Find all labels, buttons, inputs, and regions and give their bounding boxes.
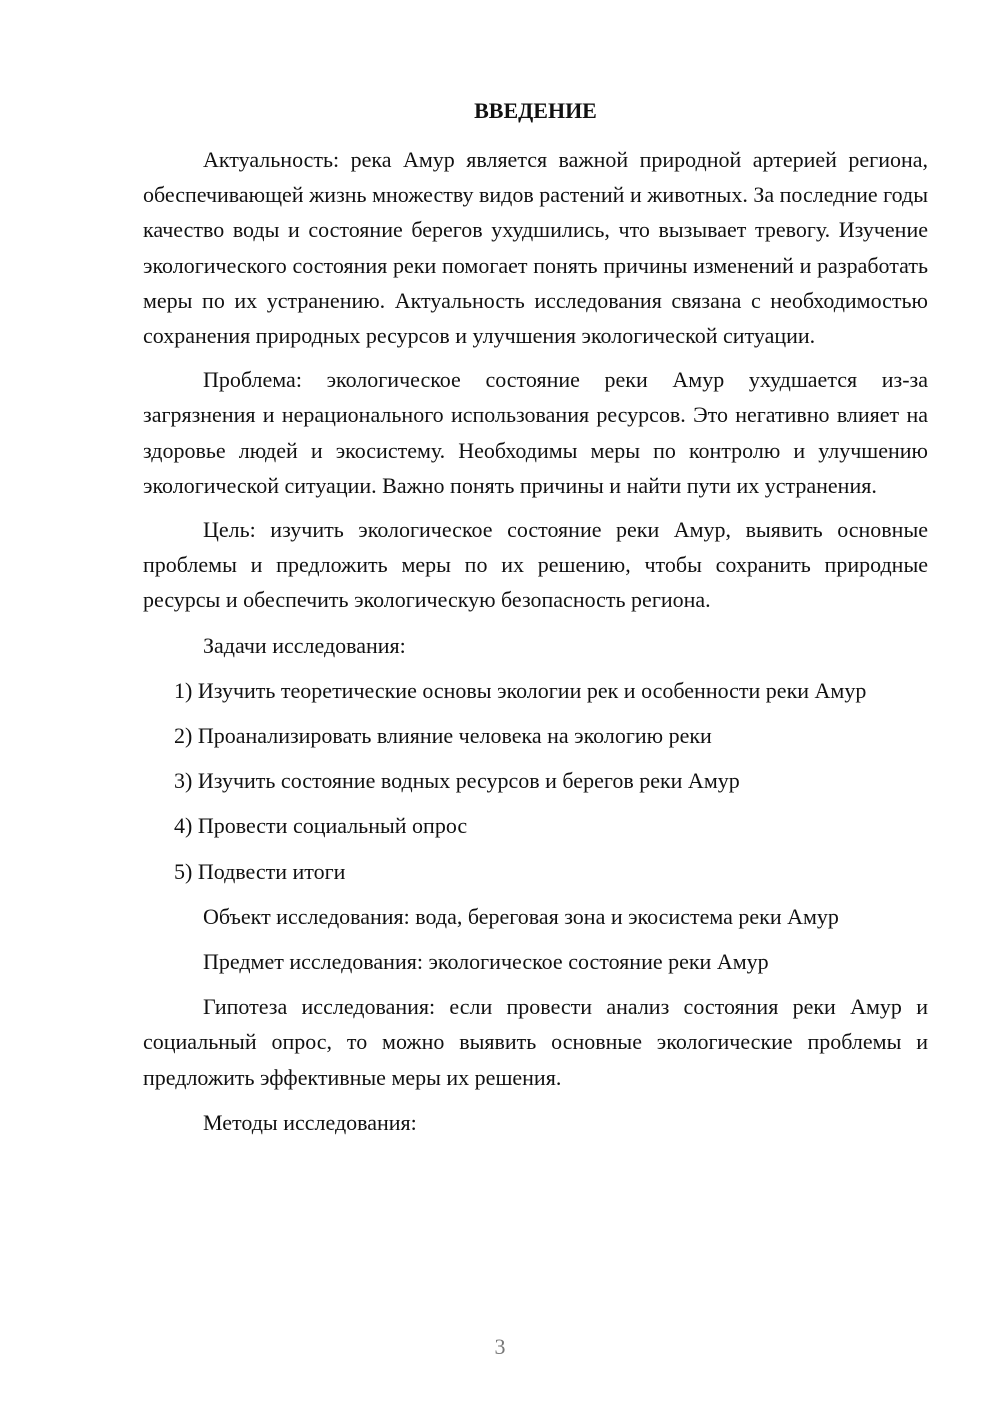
relevance-paragraph: Актуальность: река Амур является важной природной артерией региона, обеспечивающей жизнь множеству видов растений и животных. За последние годы качество воды и состояние берегов ухудшились, что вызывает тревогу. Изучение экологического состояния реки помогает понять причины изменений и разработать меры по их устранению. Актуальность исследования связана с необходимостью сохранения природных ресурсов и улучшения экологической ситуации. bbox=[143, 147, 928, 349]
subject-paragraph: Предмет исследования: экологическое состояние реки Амур bbox=[203, 949, 769, 975]
task-item: 5) Подвести итоги bbox=[174, 858, 346, 884]
object-paragraph: Объект исследования: вода, береговая зона и экосистема реки Амур bbox=[203, 903, 839, 929]
task-item: 1) Изучить теоретические основы экологии рек и особенности реки Амур bbox=[174, 677, 867, 703]
document-body bbox=[143, 142, 928, 1140]
task-item: 3) Изучить состояние водных ресурсов и берегов реки Амур bbox=[174, 768, 740, 794]
task-item: 2) Проанализировать влияние человека на экологию реки bbox=[174, 723, 712, 749]
task-item: 4) Провести социальный опрос bbox=[174, 813, 468, 839]
goal-paragraph: Цель: изучить экологическое состояние реки Амур, выявить основные проблемы и предложить меры по их решению, чтобы сохранить природные ресурсы и обеспечить экологическую безопасность региона. bbox=[143, 517, 928, 613]
hypothesis-paragraph: Гипотеза исследования: если провести анализ состояния реки Амур и социальный опрос, то можно выявить основные экологические проблемы и предложить эффективные меры их решения. bbox=[143, 994, 928, 1090]
page-number: 3 bbox=[494, 1334, 506, 1359]
tasks-intro: Задачи исследования: bbox=[203, 632, 406, 658]
problem-paragraph: Проблема: экологическое состояние реки Амур ухудшается из-за загрязнения и нерационального использования ресурсов. Это негативно влияет на здоровье людей и экосистему. Необходимы меры по контролю и улучшению экологической ситуации. Важно понять причины и найти пути их устранения. bbox=[143, 367, 928, 498]
methods-paragraph: Методы исследования: bbox=[203, 1109, 417, 1135]
section-heading: ВВЕДЕНИЕ bbox=[474, 98, 597, 123]
